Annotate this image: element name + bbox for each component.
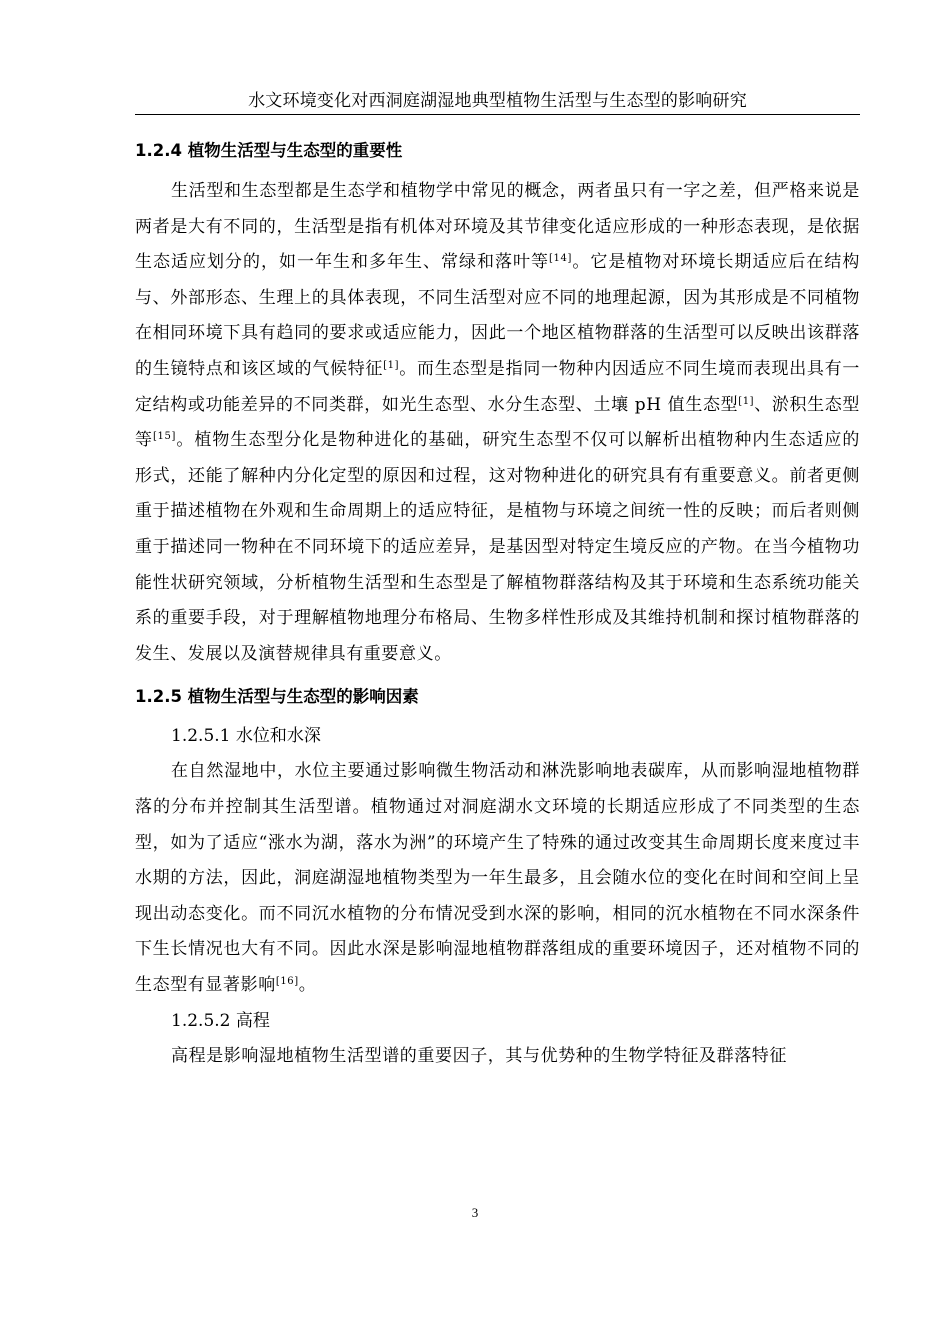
- text-run: 。植物生态型分化是物种进化的基础，研究生态型不仅可以解析出植物种内生态适应的形式，还能了解种内分化定型的原因和过程，这对物种进化的研究具有有重要意义。前者更侧重于描述植物在外观和生命周期上的适应特征，是植物与环境之间统一性的反映；而后者则侧重于描述同一物种在不同环境下的适应差异，是基因型对特定生境反应的产物。在当今植物功能性状研究领域，分析植物生活型和生态型是了解植物群落结构及其于环境和生态系统功能关系的重要手段，对于理解植物地理分布格局、生物多样性形成及其维持机制和探讨植物群落的发生、发展以及演替规律具有重要意义。: [135, 430, 860, 664]
- text-run: 。: [298, 974, 317, 995]
- paragraph-water-level: [135, 754, 860, 1003]
- citation-14: [14]: [549, 253, 572, 265]
- subsection-heading-1-2-5-1: 1.2.5.1 水位和水深: [171, 726, 321, 747]
- running-header: 水文环境变化对西洞庭湖湿地典型植物生活型与生态型的影响研究: [248, 91, 747, 111]
- text-run: 生活型和生态型都是生态学和植物学中常见的概念，两者虽只有一字之差，但严格来说是两者是大有不同的，生活型是指有机体对环境及其节律变化适应形成的一种形态表现，是依据生态适应划分的，如一年生和多年生、常绿和落叶等: [135, 181, 860, 273]
- header-rule: [135, 114, 860, 115]
- text-run: 。而生态型是指同一物种内因适应不同生境而表现出具有一定结构或功能差异的不同类群，如光生态型、水分生态型、土壤 pH 值生态型: [135, 358, 860, 415]
- citation-16: [16]: [275, 975, 299, 987]
- subsection-heading-1-2-5-2: 1.2.5.2 高程: [171, 1011, 270, 1032]
- paragraph-importance: [135, 174, 860, 672]
- section-heading-1-2-4: 1.2.4 植物生活型与生态型的重要性: [135, 141, 403, 160]
- citation-15: [15]: [153, 431, 176, 443]
- text-run: 。它是植物对环境长期适应后在结构与、外部形态、生理上的具体表现，不同生活型对应不同的地理起源，因为其形成是不同植物在相同环境下具有趋同的要求或适应能力，因此一个地区植物群落的生活型可以反映出该群落的生镜特点和该区域的气候特征: [135, 252, 860, 379]
- citation-1: [1]: [383, 359, 400, 371]
- text-run: 高程是影响湿地植物生活型谱的重要因子，其与优势种的生物学特征及群落特征: [171, 1046, 787, 1067]
- citation-1: [1]: [738, 395, 755, 407]
- text-run: 在自然湿地中，水位主要通过影响微生物活动和淋洗影响地表碳库，从而影响湿地植物群落的分布并控制其生活型谱。植物通过对洞庭湖水文环境的长期适应形成了不同类型的生态型，如为了适应“涨水为湖，落水为洲”的环境产生了特殊的通过改变其生命周期长度来度过丰水期的方法，因此，洞庭湖湿地植物类型为一年生最多，且会随水位的变化在时间和空间上呈现出动态变化。而不同沉水植物的分布情况受到水深的影响，相同的沉水植物在不同水深条件下生长情况也大有不同。因此水深是影响湿地植物群落组成的重要环境因子，还对植物不同的生态型有显著影响: [135, 761, 860, 995]
- paragraph-elevation: [135, 1039, 860, 1075]
- page-number: 3: [471, 1205, 479, 1220]
- text-run: 、淤积生态型等: [135, 394, 860, 451]
- section-heading-1-2-5: 1.2.5 植物生活型与生态型的影响因素: [135, 687, 419, 707]
- page-content: [135, 134, 860, 1075]
